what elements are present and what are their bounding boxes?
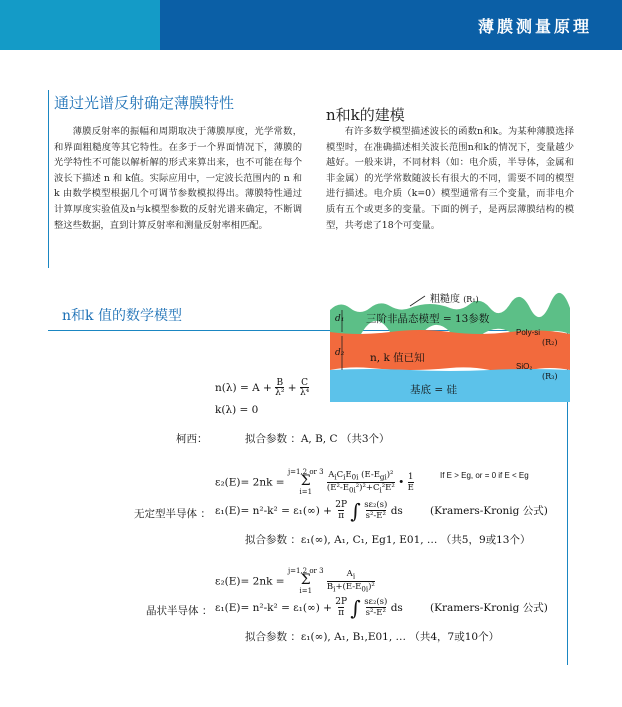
layer2-label: n, k 值已知 [370, 352, 425, 364]
cryst-label: 晶状半导体 ： [146, 605, 213, 617]
page-title: 薄膜测量原理 [477, 17, 592, 36]
amorph-label: 无定型半导体 ： [134, 508, 211, 520]
sio2-label: SiO₂ [516, 362, 533, 371]
layer1-label: 三阶非晶态模型 = 13参数 [366, 313, 490, 325]
page-header [0, 0, 622, 50]
cryst-e2-equation: ε₂(E)= 2nk = j=1,2 or 3 Σ i=1 $A_i$ $B_i+(E-E_{0i})^2$ [215, 567, 375, 595]
section-body-modeling: 有许多数学模型描述波长的函数n和k。为某种薄膜选择模型时，在准确描述相关波长范围n和k的情况下，变量越少越好。一般来讲，不同材料（如：电介质，半导体，金属和非金属）的光学常数随波长有很大的不同，需要不同的模型进行描述。电介质（k=0）模型通常有三个变量，而非电介质有五个或更多的变量。下面的例子，是两层薄膜结构的模型，共考虑了18个可变量。 [326, 126, 574, 231]
roughness-label: 粗糙度 (R₁) [430, 294, 479, 305]
n-equation: n(λ) = A + B λ² + C λ⁴ [215, 378, 310, 398]
amorph-condition: If E > Eg, or = 0 if E < Eg [440, 471, 529, 480]
r3-label: (R₃) [542, 372, 558, 381]
section-body-reflectance: 薄膜反射率的振幅和周期取决于薄膜厚度，光学常数，和界面粗糙度等其它特性。在多于一个界面情况下，薄膜的光学特性不可能以解析解的形式来算出来，也不可能在每个波长下描述 n 和 k值。实际应用中，一定波长范围内的 n 和 k 由数学模型根据几个可调节参数模拟得出。薄膜特性通过计算厚度实验值及n与k模型参数的反射光谱来确定，不断调整这些数据，直到计算反射率和测量反射率相匹配。 [54, 126, 302, 231]
polysi-label: Poly-si [516, 328, 541, 337]
section-title-reflectance: 通过光谱反射确定薄膜特性 [54, 94, 235, 112]
amorph-e2-equation: ε₂(E)= 2nk = j=1,2 or 3 Σ i=1 $A_iC_iE_{0i}$ $(E-E_{gi})^2$ $(E^2-E_{0i}^2)^2+C_i^2E^2$ • 1 E [215, 468, 414, 496]
kk-formula-2: (Kramers-Kronig 公式) [430, 602, 548, 614]
section-title-modeling: n和k的建模 [326, 106, 405, 124]
section-title-models: n和k 值的数学模型 [62, 308, 182, 324]
cauchy-params: 拟合参数 ：A, B, C （共3个） [245, 433, 390, 445]
d1-label: d₁ [335, 314, 345, 324]
divider-line [48, 90, 49, 268]
film-stack-diagram [330, 292, 570, 412]
kk-formula-1: (Kramers-Kronig 公式) [430, 505, 548, 517]
cauchy-label: 柯西： [176, 433, 208, 445]
r2-label: (R₂) [542, 338, 558, 347]
amorph-params: 拟合参数 ：ε₁(∞), A₁, C₁, Eg1, E01, … （共5，9或13个） [245, 534, 531, 546]
k-equation: k(λ) = 0 [215, 404, 259, 416]
substrate-label: 基底 = 硅 [410, 384, 457, 396]
d2-label: d₂ [335, 348, 345, 358]
cryst-e1-equation: ε₁(E)= n²-k² = ε₁(∞) + 2P π ∫ sε₂(s) s²-E² ds [215, 596, 403, 620]
cryst-params: 拟合参数 ：ε₁(∞), A₁, B₁,E01, … （共4，7或10个） [245, 631, 500, 643]
amorph-e1-equation: ε₁(E)= n²-k² = ε₁(∞) + 2P π ∫ sε₂(s) s²-E² ds [215, 499, 403, 523]
header-accent [0, 0, 160, 50]
